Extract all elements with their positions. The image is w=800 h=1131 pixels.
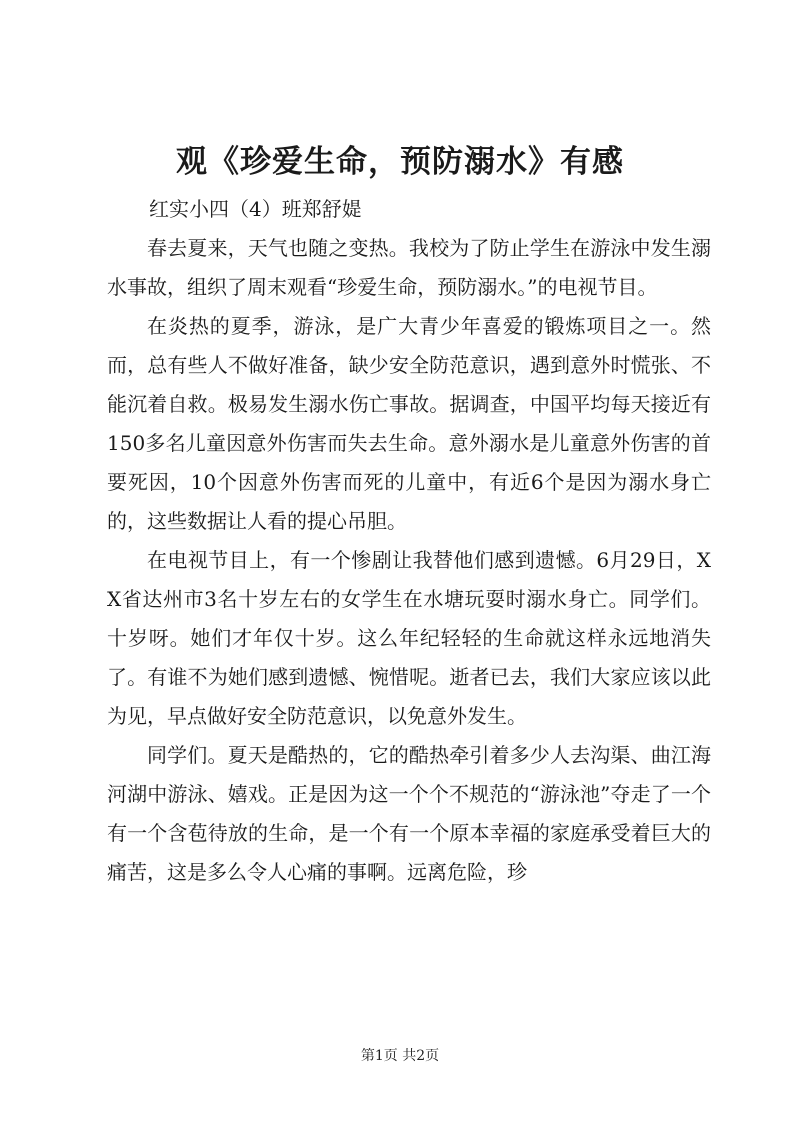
page-footer: 第1页 共2页 bbox=[360, 1048, 440, 1064]
paragraph-4: 同学们。夏天是酷热的，它的酷热牵引着多少人去沟渠、曲江海河湖中游泳、嬉戏。正是因为这一个个不规范的“游泳池”夺走了一个有一个含苞待放的生命，是一个有一个原本幸福的家庭承受着巨大的痛苦，这是多么令人心痛的事啊。远离危险，珍 bbox=[107, 743, 711, 884]
author-line: 红实小四（4）班郑舒媞 bbox=[149, 197, 362, 221]
paragraph-3: 在电视节目上，有一个惨剧让我替他们感到遗憾。6月29日，XX省达州市3名十岁左右的女学生在水塘玩耍时溺水身亡。同学们。十岁呀。她们才年仅十岁。这么年纪轻轻的生命就这样永远地消失了。有谁不为她们感到遗憾、惋惜呢。逝者已去，我们大家应该以此为见，早点做好安全防范意识，以免意外发生。 bbox=[107, 548, 711, 728]
document-body bbox=[107, 190, 711, 892]
paragraph-2: 在炎热的夏季，游泳，是广大青少年喜爱的锻炼项目之一。然而，总有些人不做好准备，缺少安全防范意识，遇到意外时慌张、不能沉着自救。极易发生溺水伤亡事故。据调查，中国平均每天接近有150多名儿童因意外伤害而失去生命。意外溺水是儿童意外伤害的首要死因，10个因意外伤害而死的儿童中，有近6个是因为溺水身亡的，这些数据让人看的提心吊胆。 bbox=[107, 314, 711, 533]
paragraph-1: 春去夏来，天气也随之变热。我校为了防止学生在游泳中发生溺水事故，组织了周末观看“珍爱生命，预防溺水。”的电视节目。 bbox=[107, 236, 711, 299]
document-title: 观《珍爱生命，预防溺水》有感 bbox=[176, 144, 624, 180]
